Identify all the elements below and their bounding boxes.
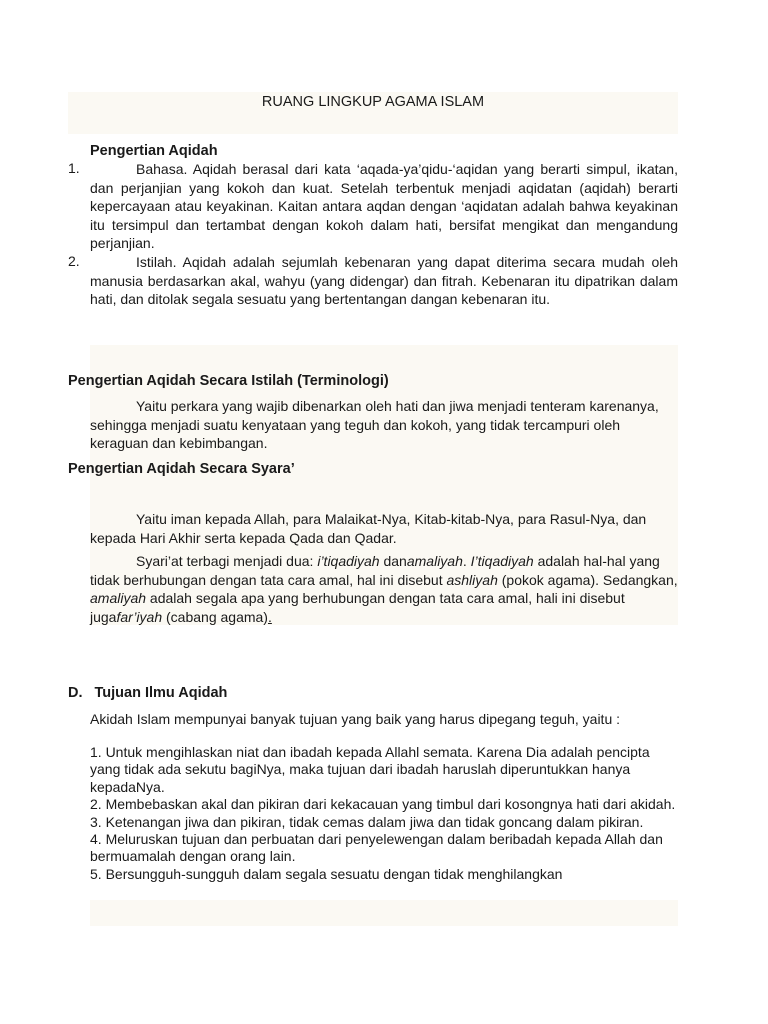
paragraph-terminologi: Yaitu perkara yang wajib dibenarkan oleh hati dan jiwa menjadi tenteram karenanya, sehingga menjadi suatu kenyataan yang teguh dan kokoh, yang tidak tercampuri oleh keraguan dan kebimbangan. — [90, 398, 659, 451]
item-text: Bahasa. Aqidah berasal dari kata ‘aqada-ya’qidu-‘aqidan yang berarti simpul, ikatan, dan perjanjian yang kokoh dan kuat. Setelah terbentuk menjadi aqidatan (aqidah) berarti kepercayaan atau keyakinan. Kaitan antara aqdan dengan ‘aqidatan adalah bahwa keyakinan itu tersimpul dan tertambat dengan kokoh dalam hati, bersifat mengikat dan mengandung perjanjian. — [90, 161, 678, 251]
bottom-shading — [90, 900, 678, 926]
text-span: . — [462, 553, 471, 569]
footnote-link[interactable]: . — [267, 608, 272, 625]
tujuan-list — [90, 744, 678, 883]
numbered-item-istilah — [68, 253, 678, 309]
section-heading-terminologi: Pengertian Aqidah Secara Istilah (Terminologi) — [68, 373, 389, 389]
item-text: Istilah. Aqidah adalah sejumlah kebenaran yang dapat diterima secara mudah oleh manusia berdasarkan akal, wahyu (yang didengar) dan fitrah. Kebenaran itu dipatrikan dalam hati, dan ditolak segala sesuatu yang bertentangan dangan kebenaran itu. — [90, 254, 678, 307]
text-span: Syari’at terbagi menjadi dua: — [136, 553, 318, 569]
list-item: 4. Meluruskan tujuan dan perbuatan dari penyelewengan dalam beribadah kepada Allah dan bermuamalah dengan orang lain. — [90, 831, 663, 865]
list-item: 2. Membebaskan akal dan pikiran dari kekacauan yang timbul dari kosongnya hati dari akidah. — [90, 796, 676, 813]
paragraph-iman: Yaitu iman kepada Allah, para Malaikat-Nya, Kitab-kitab-Nya, para Rasul-Nya, dan kepada Hari Akhir serta kepada Qada dan Qadar. — [90, 511, 647, 546]
italic-term: ashliyah — [446, 571, 498, 588]
numbered-item-bahasa — [68, 160, 678, 253]
text-span: adalah hal-hal yang tidak berhubungan dengan tata cara amal, hal ini disebut — [90, 553, 660, 588]
item-number: 2. — [68, 253, 80, 269]
list-item: 5. Bersungguh-sungguh dalam segala sesuatu dengan tidak menghilangkan — [90, 865, 563, 882]
italic-term: far’iyah — [116, 608, 163, 625]
paragraph-syariat — [90, 552, 678, 626]
section-heading-pengertian-aqidah: Pengertian Aqidah — [90, 143, 218, 159]
text-span: dan — [379, 553, 407, 569]
section-letter: D. — [68, 685, 83, 701]
text-span: (pokok agama). Sedangkan, — [497, 571, 678, 588]
text-span: (cabang agama) — [162, 608, 268, 625]
text-span: adalah segala apa yang berhubungan dengan tata cara amal, hali ini disebut juga — [90, 590, 625, 625]
italic-term: amaliyah — [406, 553, 463, 569]
section-heading-syara: Pengertian Aqidah Secara Syara’ — [68, 461, 295, 477]
list-item: 3. Ketenangan jiwa dan pikiran, tidak cemas dalam jiwa dan tidak goncang dalam pikiran. — [90, 813, 644, 830]
list-item: 1. Untuk mengihlaskan niat dan ibadah kepada Allahl semata. Karena Dia adalah pencipta yang tidak ada sekutu bagiNya, maka tujuan dari ibadah haruslah diperuntukkan hanya kepadaNya. — [90, 744, 650, 795]
paragraph-intro: Akidah Islam mempunyai banyak tujuan yang baik yang harus dipegang teguh, yaitu : — [90, 711, 621, 727]
section-title: Tujuan Ilmu Aqidah — [94, 685, 228, 701]
item-number: 1. — [68, 160, 80, 176]
italic-term: amaliyah — [90, 590, 147, 606]
italic-term: i’tiqadiyah — [317, 553, 380, 569]
document-title: RUANG LINGKUP AGAMA ISLAM — [261, 94, 485, 110]
italic-term: I’tiqadiyah — [470, 553, 534, 569]
section-heading-tujuan — [68, 684, 227, 702]
